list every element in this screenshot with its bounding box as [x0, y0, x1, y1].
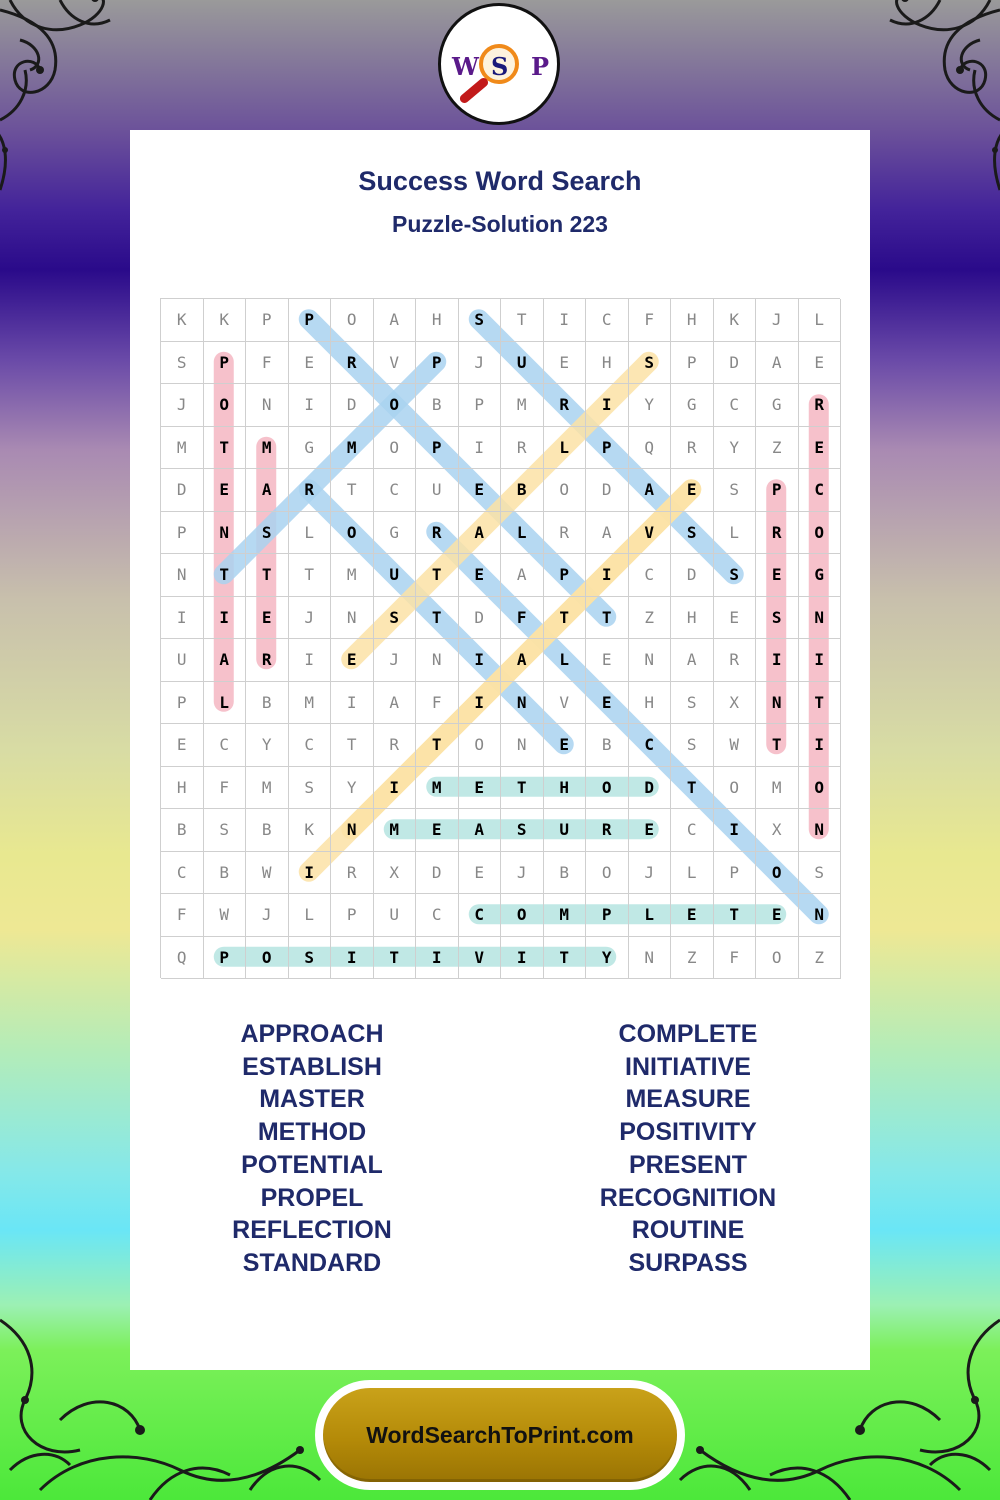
grid-cell[interactable]: D: [586, 469, 629, 512]
grid-cell[interactable]: E: [714, 597, 757, 640]
word-list-item: PRESENT: [628, 1150, 748, 1179]
grid-cell[interactable]: P: [161, 512, 204, 555]
grid-cell[interactable]: A: [374, 682, 417, 725]
grid-cell[interactable]: S: [374, 597, 417, 640]
grid-cell[interactable]: D: [459, 597, 502, 640]
grid-cell[interactable]: R: [289, 469, 332, 512]
grid-cell[interactable]: H: [671, 597, 714, 640]
grid-cell[interactable]: L: [289, 894, 332, 937]
grid-cell[interactable]: I: [756, 639, 799, 682]
grid-cell[interactable]: P: [246, 299, 289, 342]
word-list-item: STANDARD: [242, 1248, 382, 1277]
grid-cell[interactable]: I: [289, 384, 332, 427]
grid-cell[interactable]: B: [501, 469, 544, 512]
grid-cell[interactable]: O: [459, 724, 502, 767]
grid-cell[interactable]: R: [374, 724, 417, 767]
grid-cell[interactable]: C: [629, 724, 672, 767]
word-list-item: ESTABLISH: [242, 1052, 382, 1081]
grid-cell[interactable]: I: [544, 299, 587, 342]
grid-cell[interactable]: S: [671, 512, 714, 555]
grid-cell[interactable]: E: [289, 342, 332, 385]
grid-cell[interactable]: S: [161, 342, 204, 385]
grid-cell[interactable]: C: [586, 299, 629, 342]
grid-cell[interactable]: I: [501, 937, 544, 980]
grid-cell[interactable]: I: [331, 682, 374, 725]
grid-cell[interactable]: R: [799, 384, 842, 427]
grid-cell[interactable]: T: [586, 597, 629, 640]
grid-cell[interactable]: M: [331, 554, 374, 597]
grid-cell[interactable]: D: [714, 342, 757, 385]
grid-cell[interactable]: I: [459, 639, 502, 682]
grid-cell[interactable]: R: [544, 384, 587, 427]
grid-cell[interactable]: R: [544, 512, 587, 555]
grid-cell[interactable]: A: [246, 469, 289, 512]
grid-cell[interactable]: F: [714, 937, 757, 980]
grid-cell[interactable]: I: [416, 937, 459, 980]
grid-cell[interactable]: P: [714, 852, 757, 895]
grid-cell[interactable]: V: [459, 937, 502, 980]
grid-cell[interactable]: G: [374, 512, 417, 555]
grid-cell[interactable]: H: [629, 682, 672, 725]
grid-cell[interactable]: L: [544, 427, 587, 470]
grid-cell[interactable]: O: [331, 299, 374, 342]
grid-cell[interactable]: R: [246, 639, 289, 682]
grid-cell[interactable]: C: [671, 809, 714, 852]
word-list-item: RECOGNITION: [599, 1183, 777, 1212]
grid-cell[interactable]: I: [204, 597, 247, 640]
grid-cell[interactable]: J: [246, 894, 289, 937]
grid-cell[interactable]: C: [161, 852, 204, 895]
grid-cell[interactable]: L: [629, 894, 672, 937]
grid-cell[interactable]: J: [374, 639, 417, 682]
grid-cell[interactable]: T: [374, 937, 417, 980]
grid-cell[interactable]: S: [289, 937, 332, 980]
grid-cell[interactable]: T: [544, 597, 587, 640]
grid-cell[interactable]: C: [799, 469, 842, 512]
grid-cell[interactable]: P: [459, 384, 502, 427]
grid-cell[interactable]: T: [416, 554, 459, 597]
grid-cell[interactable]: J: [161, 384, 204, 427]
grid-cell[interactable]: T: [204, 554, 247, 597]
word-list-item: COMPLETE: [618, 1020, 758, 1048]
grid-cell[interactable]: G: [799, 554, 842, 597]
grid-cell[interactable]: S: [714, 554, 757, 597]
grid-cell[interactable]: A: [501, 639, 544, 682]
grid-cell[interactable]: O: [374, 427, 417, 470]
grid-cell[interactable]: G: [289, 427, 332, 470]
grid-cell[interactable]: D: [331, 384, 374, 427]
word-list-item: ROUTINE: [631, 1216, 745, 1245]
grid-cell[interactable]: F: [501, 597, 544, 640]
grid-cell[interactable]: V: [629, 512, 672, 555]
grid-cell[interactable]: H: [586, 342, 629, 385]
grid-cell[interactable]: L: [799, 299, 842, 342]
grid-cell[interactable]: E: [544, 724, 587, 767]
grid-cell[interactable]: A: [671, 639, 714, 682]
grid-cell[interactable]: D: [671, 554, 714, 597]
grid-cell[interactable]: T: [204, 427, 247, 470]
grid-cell[interactable]: Z: [799, 937, 842, 980]
grid-cell[interactable]: X: [756, 809, 799, 852]
grid-cell[interactable]: D: [416, 852, 459, 895]
grid-cell[interactable]: I: [459, 682, 502, 725]
grid-cell[interactable]: L: [544, 639, 587, 682]
grid-cell[interactable]: P: [544, 554, 587, 597]
grid-cell[interactable]: A: [374, 299, 417, 342]
grid-cell[interactable]: E: [204, 469, 247, 512]
grid-cell[interactable]: S: [289, 767, 332, 810]
grid-cell[interactable]: L: [204, 682, 247, 725]
grid-cell[interactable]: P: [416, 342, 459, 385]
website-button[interactable]: [315, 1380, 685, 1490]
grid-cell[interactable]: F: [416, 682, 459, 725]
grid-cell[interactable]: B: [204, 852, 247, 895]
grid-cell[interactable]: Z: [671, 937, 714, 980]
grid-cell[interactable]: Y: [714, 427, 757, 470]
grid-cell[interactable]: T: [799, 682, 842, 725]
grid-cell[interactable]: S: [501, 809, 544, 852]
grid-cell[interactable]: U: [544, 809, 587, 852]
grid-cell[interactable]: O: [501, 894, 544, 937]
grid-cell[interactable]: E: [161, 724, 204, 767]
grid-cell[interactable]: V: [374, 342, 417, 385]
puzzle-subtitle: Puzzle-Solution 223: [392, 211, 608, 237]
grid-cell[interactable]: C: [204, 724, 247, 767]
grid-cell[interactable]: E: [756, 554, 799, 597]
grid-cell[interactable]: R: [331, 852, 374, 895]
website-label: WordSearchToPrint.com: [323, 1388, 677, 1482]
logo-letter-w: W: [452, 52, 479, 81]
grid-cell[interactable]: N: [756, 682, 799, 725]
grid-cell[interactable]: J: [289, 597, 332, 640]
grid-cell[interactable]: E: [544, 342, 587, 385]
grid-cell[interactable]: N: [416, 639, 459, 682]
grid-cell[interactable]: S: [629, 342, 672, 385]
grid-cell[interactable]: T: [416, 724, 459, 767]
grid-cell[interactable]: M: [246, 767, 289, 810]
grid-cell[interactable]: B: [544, 852, 587, 895]
grid-cell[interactable]: I: [586, 554, 629, 597]
grid-cell[interactable]: C: [416, 894, 459, 937]
grid-cell[interactable]: S: [459, 299, 502, 342]
grid-cell[interactable]: U: [416, 469, 459, 512]
grid-cell[interactable]: T: [671, 767, 714, 810]
word-list-item: INITIATIVE: [625, 1052, 751, 1081]
grid-cell[interactable]: C: [374, 469, 417, 512]
grid-cell[interactable]: M: [246, 427, 289, 470]
grid-cell[interactable]: E: [459, 767, 502, 810]
grid-cell[interactable]: T: [501, 767, 544, 810]
grid-cell[interactable]: N: [629, 639, 672, 682]
grid-cell[interactable]: S: [799, 852, 842, 895]
grid-cell[interactable]: U: [374, 894, 417, 937]
grid-cell[interactable]: Z: [756, 427, 799, 470]
grid-cell[interactable]: W: [714, 724, 757, 767]
grid-cell[interactable]: E: [246, 597, 289, 640]
grid-cell[interactable]: E: [671, 469, 714, 512]
grid-cell[interactable]: M: [161, 427, 204, 470]
grid-cell[interactable]: O: [544, 469, 587, 512]
grid-cell[interactable]: E: [629, 809, 672, 852]
grid-cell[interactable]: T: [756, 724, 799, 767]
grid-cell[interactable]: L: [671, 852, 714, 895]
grid-cell[interactable]: U: [161, 639, 204, 682]
grid-cell[interactable]: X: [714, 682, 757, 725]
grid-cell[interactable]: R: [671, 427, 714, 470]
grid-cell[interactable]: Z: [629, 597, 672, 640]
grid-cell[interactable]: A: [459, 809, 502, 852]
grid-cell[interactable]: R: [501, 427, 544, 470]
word-search-grid: [160, 298, 840, 978]
grid-cell[interactable]: P: [204, 342, 247, 385]
grid-cell[interactable]: T: [544, 937, 587, 980]
grid-cell[interactable]: K: [161, 299, 204, 342]
grid-cell[interactable]: I: [161, 597, 204, 640]
grid-cell[interactable]: N: [204, 512, 247, 555]
word-list-left: [162, 1018, 462, 1280]
grid-cell[interactable]: O: [799, 767, 842, 810]
grid-cell[interactable]: P: [416, 427, 459, 470]
grid-cell[interactable]: P: [289, 299, 332, 342]
bottom-ornament-left: [0, 1300, 330, 1500]
grid-cell[interactable]: P: [161, 682, 204, 725]
grid-cell[interactable]: W: [246, 852, 289, 895]
grid-cell[interactable]: M: [374, 809, 417, 852]
grid-cell[interactable]: O: [799, 512, 842, 555]
grid-cell[interactable]: J: [629, 852, 672, 895]
grid-cell[interactable]: J: [459, 342, 502, 385]
grid-cell[interactable]: A: [586, 512, 629, 555]
grid-cell[interactable]: I: [714, 809, 757, 852]
grid-cell[interactable]: F: [161, 894, 204, 937]
grid-cell[interactable]: N: [501, 682, 544, 725]
grid-cell[interactable]: M: [501, 384, 544, 427]
grid-cell[interactable]: H: [544, 767, 587, 810]
grid-cell[interactable]: A: [204, 639, 247, 682]
word-list-item: APPROACH: [240, 1020, 384, 1048]
grid-cell[interactable]: B: [246, 809, 289, 852]
grid-cell[interactable]: O: [714, 767, 757, 810]
grid-cell[interactable]: J: [756, 299, 799, 342]
grid-cell[interactable]: Y: [629, 384, 672, 427]
grid-cell[interactable]: O: [756, 852, 799, 895]
grid-cell[interactable]: N: [799, 597, 842, 640]
grid-cell[interactable]: R: [586, 809, 629, 852]
grid-cell[interactable]: W: [204, 894, 247, 937]
word-list-item: POTENTIAL: [241, 1150, 383, 1179]
puzzle-title: Success Word Search: [358, 166, 642, 196]
grid-cell[interactable]: E: [799, 427, 842, 470]
grid-cell[interactable]: A: [459, 512, 502, 555]
grid-cell[interactable]: O: [586, 767, 629, 810]
grid-cell[interactable]: C: [714, 384, 757, 427]
grid-cell[interactable]: T: [331, 724, 374, 767]
grid-cell[interactable]: F: [204, 767, 247, 810]
grid-cell[interactable]: N: [501, 724, 544, 767]
grid-cell[interactable]: H: [671, 299, 714, 342]
grid-cell[interactable]: O: [586, 852, 629, 895]
grid-cell[interactable]: N: [331, 597, 374, 640]
grid-cell[interactable]: P: [756, 469, 799, 512]
grid-cell[interactable]: M: [289, 682, 332, 725]
grid-cell[interactable]: K: [714, 299, 757, 342]
word-list-item: POSITIVITY: [619, 1118, 757, 1147]
grid-cell[interactable]: H: [416, 299, 459, 342]
grid-cell[interactable]: R: [331, 342, 374, 385]
grid-cell[interactable]: C: [289, 724, 332, 767]
grid-cell[interactable]: C: [629, 554, 672, 597]
grid-cell[interactable]: S: [756, 597, 799, 640]
wsp-logo: [438, 3, 560, 125]
grid-cell[interactable]: L: [714, 512, 757, 555]
grid-cell[interactable]: Y: [331, 767, 374, 810]
word-list-item: METHOD: [257, 1118, 367, 1147]
grid-cell[interactable]: S: [246, 512, 289, 555]
grid-cell[interactable]: E: [586, 639, 629, 682]
grid-cell[interactable]: M: [331, 427, 374, 470]
grid-cell[interactable]: R: [714, 639, 757, 682]
grid-cell[interactable]: U: [501, 342, 544, 385]
grid-cell[interactable]: H: [161, 767, 204, 810]
grid-cell[interactable]: E: [671, 894, 714, 937]
grid-cell[interactable]: N: [799, 894, 842, 937]
grid-cell[interactable]: M: [416, 767, 459, 810]
grid-cell[interactable]: R: [416, 512, 459, 555]
grid-cell[interactable]: P: [586, 894, 629, 937]
grid-cell[interactable]: E: [416, 809, 459, 852]
grid-cell[interactable]: B: [416, 384, 459, 427]
grid-cell[interactable]: I: [374, 767, 417, 810]
grid-cell[interactable]: I: [459, 427, 502, 470]
grid-cell[interactable]: E: [459, 554, 502, 597]
grid-cell[interactable]: K: [289, 809, 332, 852]
grid-cell[interactable]: I: [799, 724, 842, 767]
grid-cell[interactable]: A: [629, 469, 672, 512]
grid-cell[interactable]: I: [289, 639, 332, 682]
grid-cell[interactable]: D: [161, 469, 204, 512]
grid-cell[interactable]: N: [246, 384, 289, 427]
grid-cell[interactable]: M: [756, 767, 799, 810]
word-list-item: MASTER: [259, 1085, 365, 1114]
grid-cell[interactable]: T: [714, 894, 757, 937]
grid-cell[interactable]: I: [799, 639, 842, 682]
grid-cell[interactable]: R: [756, 512, 799, 555]
grid-cell[interactable]: F: [246, 342, 289, 385]
grid-cell[interactable]: O: [246, 937, 289, 980]
grid-cell[interactable]: U: [374, 554, 417, 597]
grid-cell[interactable]: B: [586, 724, 629, 767]
grid-cell[interactable]: S: [714, 469, 757, 512]
grid-cell[interactable]: L: [289, 512, 332, 555]
grid-cell[interactable]: C: [459, 894, 502, 937]
word-list-right: [538, 1018, 838, 1280]
grid-cell[interactable]: N: [629, 937, 672, 980]
grid-cell[interactable]: G: [756, 384, 799, 427]
grid-cell[interactable]: E: [756, 894, 799, 937]
grid-cell[interactable]: E: [331, 639, 374, 682]
grid-cell[interactable]: T: [501, 299, 544, 342]
grid-cell[interactable]: O: [204, 384, 247, 427]
grid-cell[interactable]: B: [246, 682, 289, 725]
grid-cell[interactable]: F: [629, 299, 672, 342]
grid-cell[interactable]: T: [289, 554, 332, 597]
logo-letter-s: S: [491, 52, 509, 81]
grid-cell[interactable]: T: [416, 597, 459, 640]
grid-cell[interactable]: E: [459, 469, 502, 512]
grid-cell[interactable]: O: [756, 937, 799, 980]
grid-cell[interactable]: S: [671, 724, 714, 767]
grid-cell[interactable]: A: [756, 342, 799, 385]
word-list-item: REFLECTION: [232, 1216, 392, 1245]
grid-cell[interactable]: A: [501, 554, 544, 597]
grid-cell[interactable]: P: [586, 427, 629, 470]
grid-cell[interactable]: Y: [246, 724, 289, 767]
grid-cell[interactable]: M: [544, 894, 587, 937]
grid-cell[interactable]: I: [586, 384, 629, 427]
grid-cell[interactable]: P: [204, 937, 247, 980]
grid-cell[interactable]: I: [331, 937, 374, 980]
grid-cell[interactable]: I: [289, 852, 332, 895]
grid-cell[interactable]: P: [671, 342, 714, 385]
word-list-item: PROPEL: [260, 1183, 364, 1212]
grid-cell[interactable]: S: [204, 809, 247, 852]
logo-letter-p: P: [531, 52, 550, 81]
grid-cell[interactable]: P: [331, 894, 374, 937]
word-list-item: MEASURE: [625, 1085, 751, 1114]
grid-cell[interactable]: N: [799, 809, 842, 852]
grid-cell[interactable]: T: [331, 469, 374, 512]
grid-cell[interactable]: G: [671, 384, 714, 427]
grid-cell[interactable]: Q: [629, 427, 672, 470]
grid-cell[interactable]: K: [204, 299, 247, 342]
grid-cell[interactable]: O: [331, 512, 374, 555]
grid-cell[interactable]: V: [544, 682, 587, 725]
grid-cell[interactable]: J: [501, 852, 544, 895]
grid-cell[interactable]: T: [246, 554, 289, 597]
grid-cell[interactable]: L: [501, 512, 544, 555]
grid-cell[interactable]: Q: [161, 937, 204, 980]
bottom-ornament-right: [670, 1300, 1000, 1500]
grid-cell[interactable]: N: [331, 809, 374, 852]
grid-cell[interactable]: B: [161, 809, 204, 852]
grid-cell[interactable]: X: [374, 852, 417, 895]
grid-cell[interactable]: N: [161, 554, 204, 597]
grid-cell[interactable]: D: [629, 767, 672, 810]
grid-cell[interactable]: E: [586, 682, 629, 725]
grid-cell[interactable]: E: [459, 852, 502, 895]
grid-cell[interactable]: O: [374, 384, 417, 427]
word-list-item: SURPASS: [628, 1248, 748, 1277]
grid-cell[interactable]: E: [799, 342, 842, 385]
grid-cell[interactable]: S: [671, 682, 714, 725]
grid-cell[interactable]: Y: [586, 937, 629, 980]
